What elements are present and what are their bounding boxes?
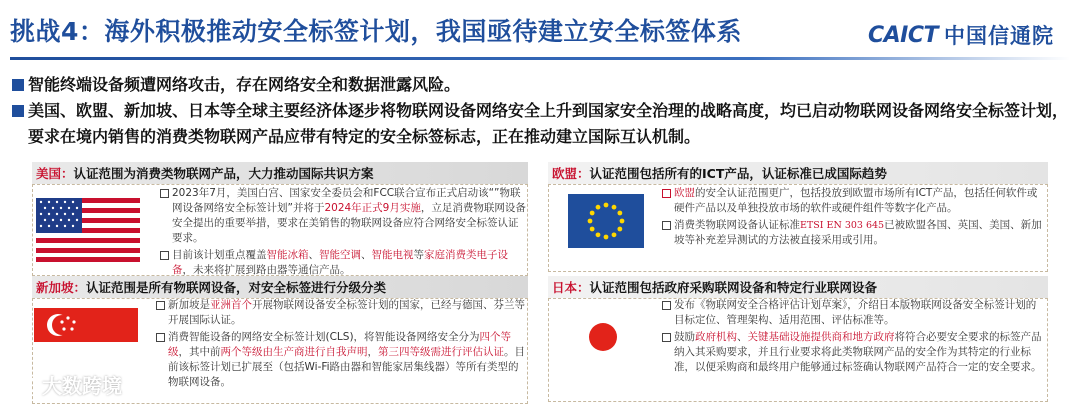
text-span: 鼓励 bbox=[674, 331, 695, 343]
caict-logo bbox=[868, 20, 1054, 50]
text-span: 。目前该标签计划已扩展至（包括Wi-Fi路由器和智能家居集线器）等所有类型的物联网设备。 bbox=[168, 346, 525, 388]
us-panel-text bbox=[160, 186, 526, 278]
text-span: 开展物联网设备安全标签计划的国家，已经与德国、芬兰等开展国际认证。 bbox=[168, 299, 525, 326]
jp-panel-title: 认证范围包括政府采购联网设备和特定行业联网设备 bbox=[589, 280, 878, 295]
highlight-text: 亚洲首个 bbox=[210, 299, 252, 311]
standard-code: ETSI EN 303 645 bbox=[800, 220, 885, 231]
text-span: ，未来将扩展到路由器等通信产品。 bbox=[182, 264, 351, 276]
us-country-label: 美国： bbox=[36, 166, 74, 181]
jp-point-1-text: 发布《物联网安全合格评估计划草案》，介绍日本版物联网设备安全标签计划的目标定位、管理架构、适用范围、评估标准等。 bbox=[674, 299, 1037, 326]
bullet-square-icon bbox=[12, 105, 24, 117]
text-span: 、 bbox=[737, 331, 748, 343]
jp-country-label: 日本： bbox=[552, 280, 590, 295]
title-divider bbox=[10, 57, 1070, 60]
bullet-list bbox=[12, 72, 1072, 150]
eu-star-icon bbox=[596, 232, 601, 237]
text-span: 、 bbox=[308, 249, 319, 261]
highlight-text: 智能空调 bbox=[319, 249, 361, 261]
checkbox-bullet-icon bbox=[662, 333, 671, 342]
checkbox-bullet-icon bbox=[160, 189, 169, 198]
jp-panel-header bbox=[548, 276, 1048, 298]
highlight-text: 关键基础设施提供商和地方政府 bbox=[747, 331, 895, 343]
eu-star-icon bbox=[617, 227, 622, 232]
eu-panel-text bbox=[662, 186, 1042, 248]
eu-panel-header bbox=[548, 162, 1048, 184]
japan-flag-icon bbox=[568, 312, 638, 362]
checkbox-bullet-icon bbox=[662, 189, 671, 198]
us-point-1-text bbox=[172, 186, 526, 246]
bullet-item bbox=[12, 72, 1072, 98]
jp-point-2 bbox=[662, 330, 1042, 375]
jp-point-1 bbox=[662, 298, 1042, 328]
eu-star-icon bbox=[590, 211, 595, 216]
sg-point-1 bbox=[156, 298, 526, 328]
highlight-text: 政府机构 bbox=[695, 331, 737, 343]
bullet-text: 美国、欧盟、新加坡、日本等全球主要经济体逐步将物联网设备网络安全上升到国家安全治理的战略高度，均已启动物联网设备网络安全标签计划，要求在境内销售的消费类物联网产品应带有特定的安全标签标志，正在推动建立国际互认机制。 bbox=[28, 101, 1069, 146]
eu-country-label: 欧盟： bbox=[552, 166, 590, 181]
eu-star-icon bbox=[620, 219, 625, 224]
highlight-text: 2024年正式9月实施 bbox=[324, 202, 421, 214]
checkbox-bullet-icon bbox=[160, 251, 169, 260]
text-span: 将符合必要安全要求的标签产品纳入其采购要求，并且行业要求将此类物联网产品的安全作为其特定的行业标准，以便采购商和最终用户能够通过标签确认物联网产品符合一定的安全要求。 bbox=[674, 331, 1042, 373]
checkbox-bullet-icon bbox=[662, 221, 671, 230]
checkbox-bullet-icon bbox=[156, 333, 165, 342]
eu-star-icon bbox=[588, 219, 593, 224]
jp-panel-text bbox=[662, 298, 1042, 375]
highlight-text: 第三四等级需进行评估认证 bbox=[378, 346, 504, 358]
text-span: 目前该计划重点覆盖 bbox=[172, 249, 267, 261]
eu-star-icon bbox=[590, 227, 595, 232]
us-point-2 bbox=[160, 248, 526, 278]
highlight-text: 家庭消费类电子设备 bbox=[172, 249, 508, 276]
eu-star-icon bbox=[604, 203, 609, 208]
sg-point-2 bbox=[156, 330, 526, 390]
sg-point-1-text bbox=[168, 298, 526, 328]
text-span: 消费类物联网设备认证标准 bbox=[674, 219, 800, 231]
eu-panel-title: 认证范围包括所有的ICT产品，认证标准已成国际趋势 bbox=[589, 166, 887, 181]
us-panel-title: 认证范围为消费类物联网产品，大力推动国际共识方案 bbox=[73, 166, 374, 181]
bullet-item bbox=[12, 98, 1072, 150]
highlight-text: 两个等级由生产商进行自我声明 bbox=[220, 346, 368, 358]
sg-panel-title: 认证范围是所有物联网设备，对安全标签进行分级分类 bbox=[86, 280, 387, 295]
us-panel-header bbox=[32, 162, 528, 184]
highlight-text: 四个等级 bbox=[168, 331, 512, 358]
text-span: 的安全认证范围更广，包括投放到欧盟市场所有ICT产品，包括任何软件或硬件产品以及单独投放市场的软件或硬件组件等数字化产品。 bbox=[674, 187, 1038, 214]
text-span: ，立足消费物联网设备安全提出的重要举措，要求在美销售的物联网设备应符合网络安全标签认证要求。 bbox=[172, 202, 526, 244]
us-point-1 bbox=[160, 186, 526, 246]
watermark-text: 大数跨境 bbox=[42, 374, 122, 398]
text-span: ， bbox=[367, 346, 378, 358]
sg-panel-text bbox=[156, 298, 526, 390]
checkbox-bullet-icon bbox=[156, 301, 165, 310]
bullet-text: 智能终端设备频遭网络攻击，存在网络安全和数据泄露风险。 bbox=[28, 75, 461, 94]
eu-point-2 bbox=[662, 218, 1042, 248]
text-span: 2023年7月，美国白宫、国家安全委员会和FCC联合宣布正式启动该“”物联网设备网络安全标签计划”并将于 bbox=[172, 187, 521, 214]
text-span: 等 bbox=[413, 249, 424, 261]
watermark-logo-icon bbox=[8, 373, 42, 397]
text-span: 已被欧盟各国、英国、美国、新加坡等补充差异测试的方法被直接采用或引用。 bbox=[674, 219, 1042, 246]
eu-point-1 bbox=[662, 186, 1042, 216]
text-span: 、 bbox=[361, 249, 372, 261]
watermark bbox=[8, 370, 122, 399]
jp-point-2-text bbox=[674, 330, 1042, 375]
page-title: 挑战4：海外积极推动安全标签计划，我国亟待建立安全标签体系 bbox=[10, 17, 742, 46]
eu-star-icon bbox=[596, 205, 601, 210]
us-flag-icon bbox=[36, 198, 140, 262]
logo-en-text: CAICT bbox=[868, 22, 939, 48]
sg-panel-header bbox=[32, 276, 528, 298]
eu-star-icon bbox=[617, 211, 622, 216]
checkbox-bullet-icon bbox=[662, 301, 671, 310]
highlight-text: 欧盟 bbox=[674, 187, 695, 199]
text-span: 消费智能设备的网络安全标签计划(CLS)，将智能设备网络安全分为 bbox=[168, 331, 480, 343]
eu-point-2-text bbox=[674, 218, 1042, 248]
eu-star-icon bbox=[604, 235, 609, 240]
text-span: 新加坡是 bbox=[168, 299, 210, 311]
eu-star-icon bbox=[612, 205, 617, 210]
sg-country-label: 新加坡： bbox=[36, 280, 87, 295]
eu-star-icon bbox=[612, 232, 617, 237]
highlight-text: 智能冰箱 bbox=[266, 249, 309, 261]
us-point-2-text bbox=[172, 248, 526, 278]
highlight-text: 智能电视 bbox=[371, 249, 414, 261]
logo-cn-text: 中国信通院 bbox=[944, 24, 1055, 48]
bullet-square-icon bbox=[12, 79, 24, 91]
text-span: ，其中前 bbox=[178, 346, 221, 358]
singapore-flag-icon bbox=[34, 308, 138, 376]
eu-point-1-text bbox=[674, 186, 1042, 216]
eu-flag-icon bbox=[568, 194, 644, 248]
sg-point-2-text bbox=[168, 330, 526, 390]
